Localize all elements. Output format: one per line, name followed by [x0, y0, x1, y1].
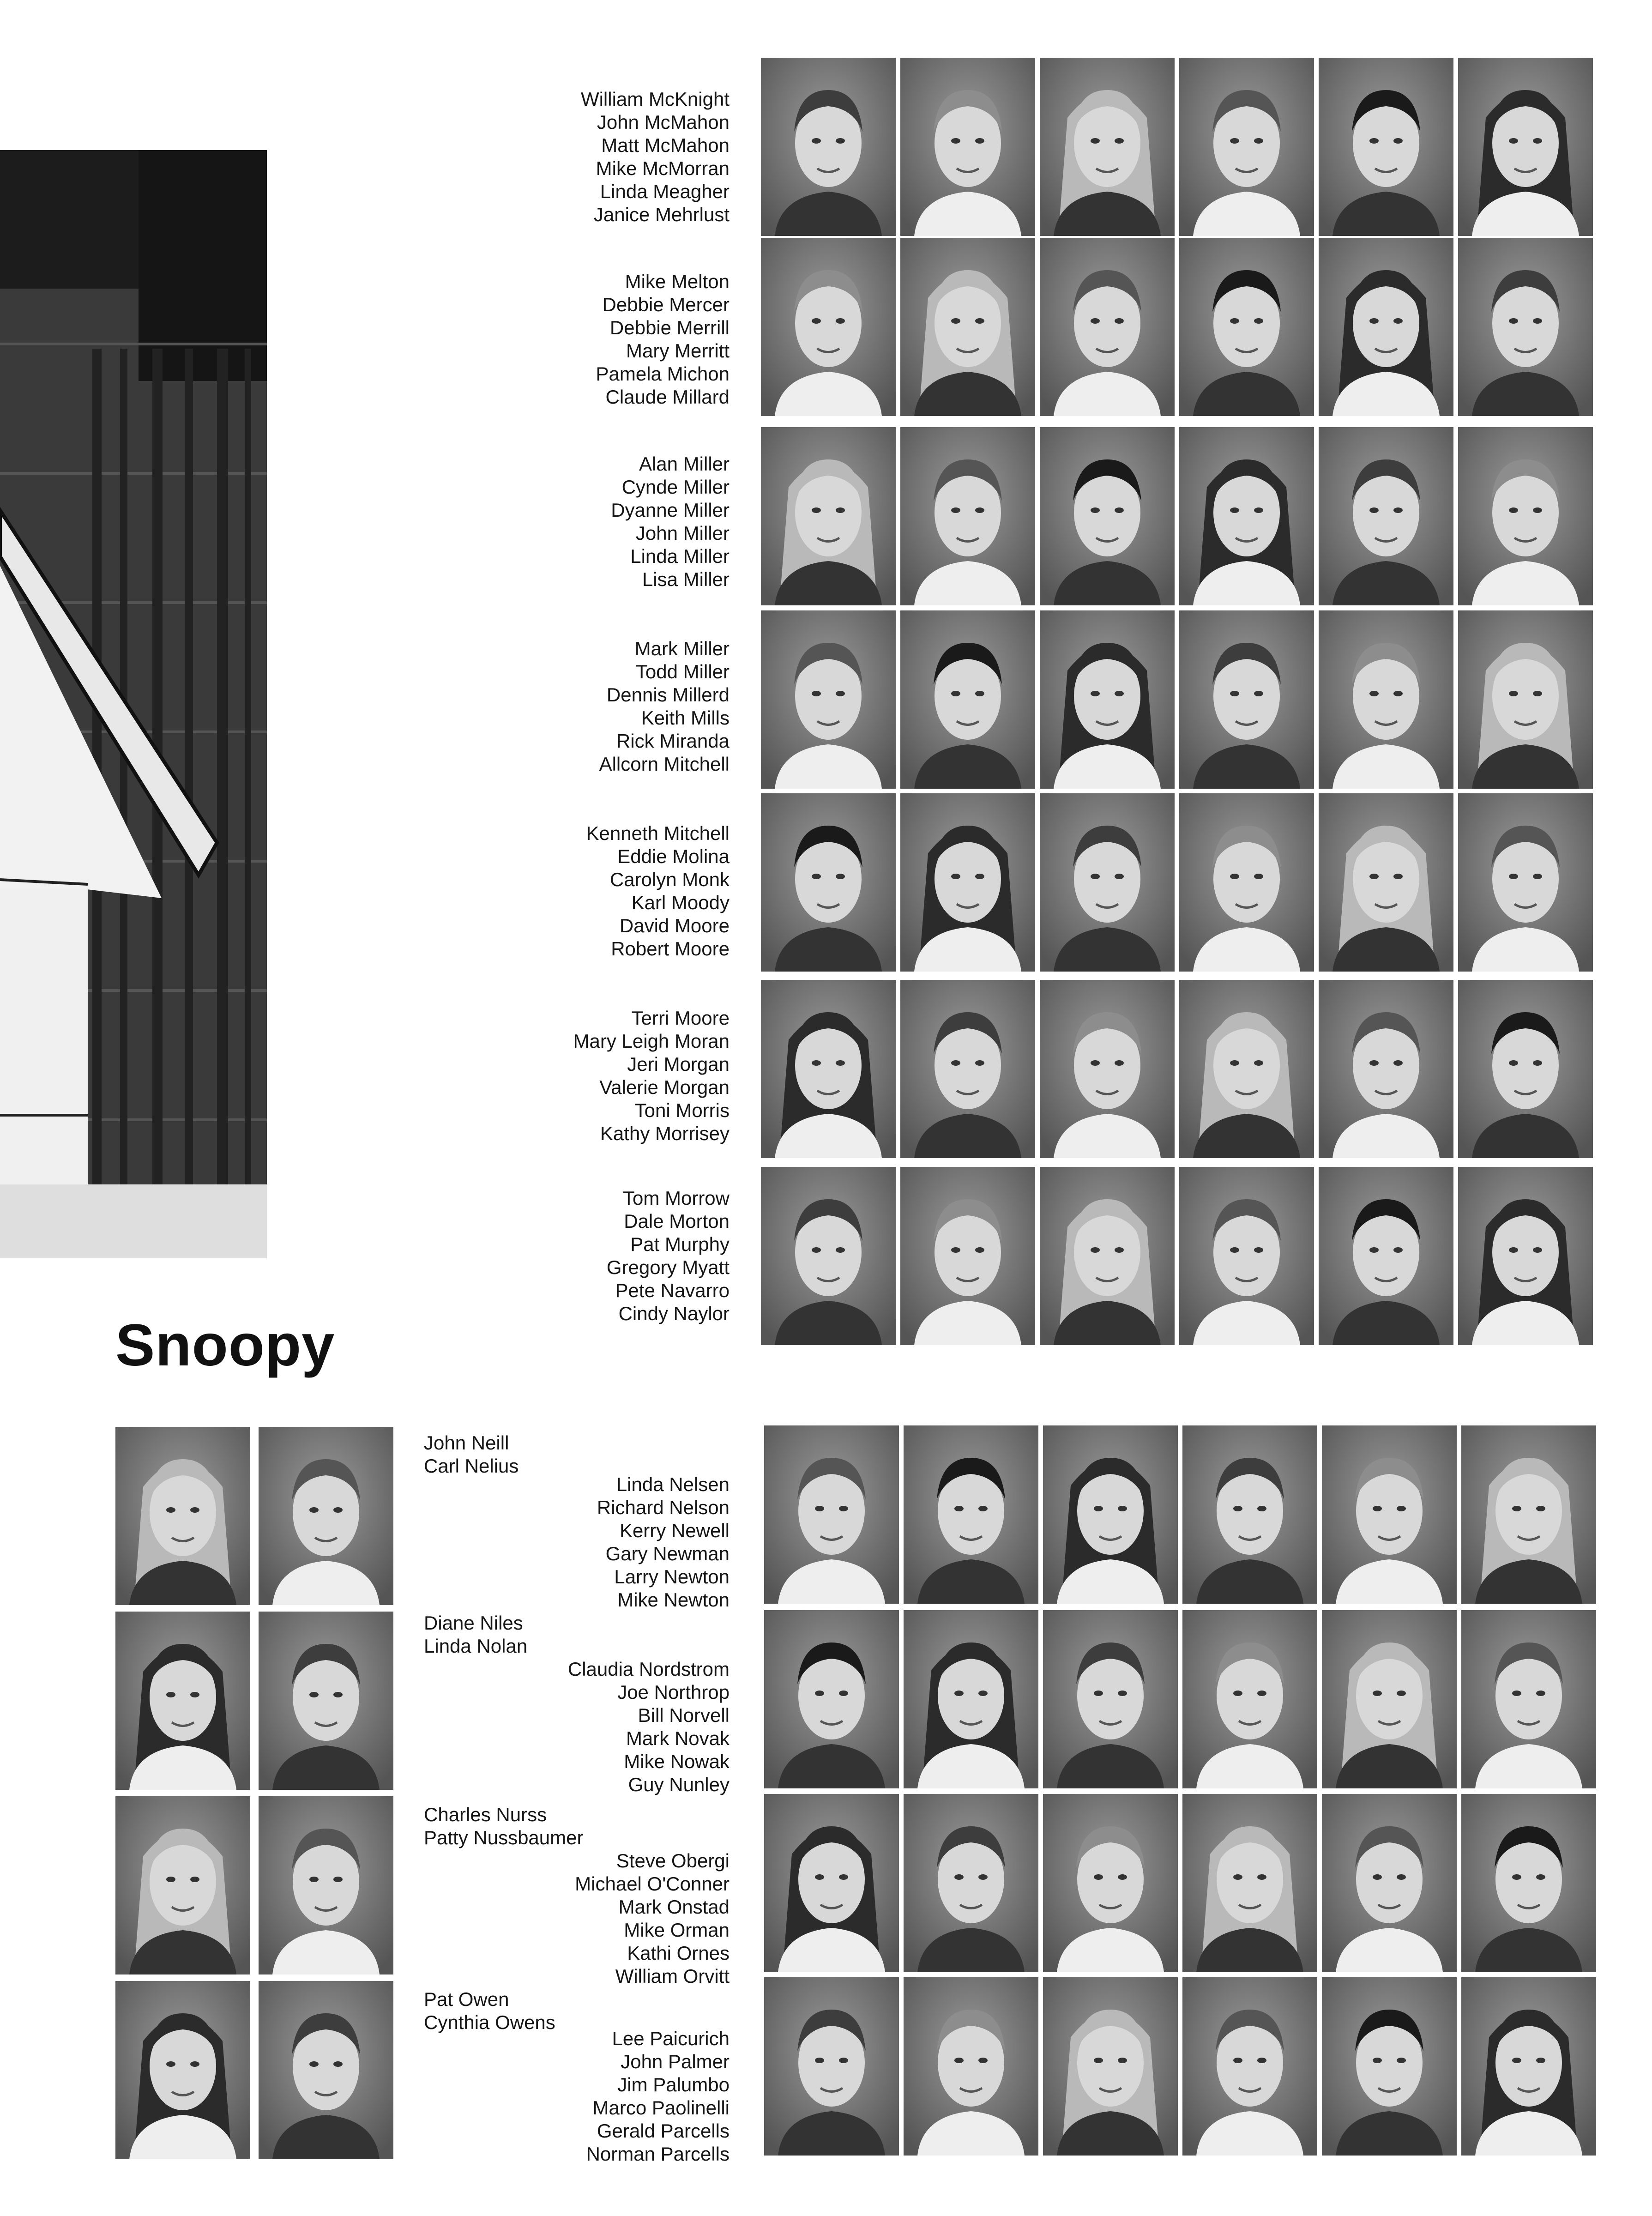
student-name: Cynthia Owens — [424, 2011, 555, 2033]
student-portrait — [900, 793, 1035, 972]
names-group-5 — [508, 822, 730, 960]
student-name: Steve Obergi — [616, 1850, 730, 1872]
student-portrait — [115, 1427, 250, 1605]
student-name: Michael O'Conner — [575, 1873, 730, 1895]
student-portrait — [1458, 980, 1593, 1158]
student-portrait — [1182, 1977, 1317, 2156]
student-portrait — [1040, 980, 1175, 1158]
student-portrait — [259, 1981, 393, 2159]
student-portrait — [1182, 1794, 1317, 1972]
student-portrait — [1458, 427, 1593, 605]
student-portrait — [761, 980, 896, 1158]
student-portrait — [1179, 427, 1314, 605]
student-name: Keith Mills — [641, 707, 730, 729]
student-name: Guy Nunley — [628, 1774, 730, 1795]
student-portrait — [1458, 1167, 1593, 1345]
student-name: Claudia Nordstrom — [567, 1658, 730, 1680]
student-name: Mary Leigh Moran — [573, 1030, 730, 1052]
student-name: David Moore — [619, 915, 730, 936]
student-portrait — [1322, 1977, 1457, 2156]
student-portrait — [1043, 1610, 1178, 1788]
student-portrait — [115, 1612, 250, 1790]
student-portrait — [764, 1977, 899, 2156]
student-name: Robert Moore — [611, 938, 730, 960]
student-portrait — [1182, 1425, 1317, 1604]
student-portrait — [1458, 58, 1593, 236]
student-portrait — [900, 980, 1035, 1158]
student-name: Carolyn Monk — [609, 869, 730, 890]
student-name: John Palmer — [621, 2051, 730, 2072]
names-group-6 — [508, 1007, 730, 1145]
student-name: Claude Millard — [605, 386, 730, 408]
student-portrait — [761, 58, 896, 236]
student-name: Cindy Naylor — [618, 1303, 730, 1324]
names-group-10 — [508, 1849, 730, 1988]
doghouse-photo-graphic — [0, 150, 267, 1258]
student-name: Dennis Millerd — [606, 684, 730, 706]
student-portrait — [1319, 793, 1453, 972]
student-portrait — [900, 238, 1035, 416]
student-name: Jeri Morgan — [627, 1053, 730, 1075]
student-portrait — [761, 1167, 896, 1345]
student-name: Debbie Merrill — [609, 317, 730, 338]
names-group-7 — [508, 1187, 730, 1325]
student-name: Dyanne Miller — [611, 499, 730, 521]
student-portrait — [115, 1796, 250, 1974]
student-name: Pamela Michon — [596, 363, 730, 385]
student-portrait — [1182, 1610, 1317, 1788]
student-name: Matt McMahon — [601, 134, 730, 156]
student-portrait — [1043, 1977, 1178, 2156]
student-portrait — [259, 1427, 393, 1605]
student-portrait — [1179, 610, 1314, 789]
student-portrait — [1040, 238, 1175, 416]
student-name: Linda Nelsen — [616, 1473, 730, 1495]
student-portrait — [1319, 1167, 1453, 1345]
student-portrait — [900, 1167, 1035, 1345]
student-name: Dale Morton — [624, 1210, 730, 1232]
student-portrait — [1043, 1794, 1178, 1972]
student-portrait — [1461, 1977, 1596, 2156]
student-name: Kathi Ornes — [627, 1942, 730, 1964]
student-name: Karl Moody — [631, 892, 730, 913]
student-name: Toni Morris — [634, 1099, 730, 1121]
student-name: Terri Moore — [631, 1007, 730, 1029]
student-portrait — [900, 610, 1035, 789]
student-name: Lisa Miller — [642, 568, 730, 590]
student-portrait — [761, 238, 896, 416]
student-portrait — [1179, 58, 1314, 236]
student-name: Joe Northrop — [617, 1681, 730, 1703]
names-group-1 — [508, 88, 730, 226]
student-name: Larry Newton — [614, 1566, 730, 1588]
student-portrait — [1322, 1610, 1457, 1788]
student-portrait — [1179, 1167, 1314, 1345]
student-name: Linda Meagher — [600, 181, 730, 202]
student-name: Mike Nowak — [624, 1751, 730, 1772]
student-name: Kenneth Mitchell — [586, 822, 730, 844]
student-portrait — [259, 1796, 393, 1974]
student-name: Bill Norvell — [638, 1704, 730, 1726]
student-name: Tom Morrow — [622, 1187, 730, 1209]
student-name: Todd Miller — [635, 661, 730, 682]
student-portrait — [1458, 793, 1593, 972]
student-name: Gary Newman — [605, 1543, 730, 1564]
student-name: Norman Parcells — [586, 2143, 730, 2165]
student-name: Pete Navarro — [615, 1280, 730, 1301]
student-name: Linda Nolan — [424, 1635, 528, 1657]
student-portrait — [900, 427, 1035, 605]
student-name: Mark Miller — [634, 638, 730, 659]
student-name: Richard Nelson — [597, 1497, 730, 1518]
page-heading: Snoopy — [115, 1312, 335, 1378]
library-doghouse-photo — [0, 150, 267, 1258]
student-portrait — [1461, 1794, 1596, 1972]
student-name: Rick Miranda — [616, 730, 730, 752]
student-portrait — [904, 1610, 1038, 1788]
names-group-4 — [508, 637, 730, 776]
student-name: Pat Murphy — [630, 1233, 730, 1255]
student-portrait — [904, 1977, 1038, 2156]
student-name: Charles Nurss — [424, 1804, 547, 1825]
student-name: Debbie Mercer — [602, 294, 730, 315]
student-portrait — [1319, 238, 1453, 416]
names-group-8 — [508, 1473, 730, 1612]
student-portrait — [1319, 610, 1453, 789]
student-portrait — [761, 610, 896, 789]
student-portrait — [764, 1610, 899, 1788]
student-portrait — [1461, 1425, 1596, 1604]
student-portrait — [1040, 58, 1175, 236]
student-portrait — [761, 793, 896, 972]
student-name: Mike McMorran — [596, 157, 730, 179]
student-portrait — [900, 58, 1035, 236]
student-name: Gerald Parcells — [597, 2120, 730, 2142]
names-pair-3 — [424, 1803, 645, 1849]
student-name: William Orvitt — [615, 1965, 730, 1987]
student-portrait — [1322, 1425, 1457, 1604]
student-portrait — [1043, 1425, 1178, 1604]
student-portrait — [904, 1794, 1038, 1972]
student-name: William McKnight — [580, 88, 730, 110]
student-name: Allcorn Mitchell — [599, 753, 730, 775]
student-name: Mike Newton — [617, 1589, 730, 1611]
student-name: Cynde Miller — [621, 476, 730, 498]
student-name: Kathy Morrisey — [600, 1123, 730, 1144]
student-name: Mark Novak — [626, 1727, 730, 1749]
names-pair-1 — [424, 1431, 645, 1478]
student-name: Diane Niles — [424, 1612, 523, 1634]
student-portrait — [761, 427, 896, 605]
student-portrait — [904, 1425, 1038, 1604]
student-portrait — [1040, 793, 1175, 972]
student-portrait — [115, 1981, 250, 2159]
student-portrait — [1040, 427, 1175, 605]
student-portrait — [1179, 238, 1314, 416]
student-portrait — [1319, 427, 1453, 605]
names-pair-2 — [424, 1612, 645, 1658]
student-portrait — [259, 1612, 393, 1790]
student-name: Janice Mehrlust — [593, 204, 730, 225]
student-name: Mike Orman — [624, 1919, 730, 1941]
student-name: Alan Miller — [639, 453, 730, 475]
student-name: Eddie Molina — [617, 845, 730, 867]
student-portrait — [1458, 610, 1593, 789]
student-name: Linda Miller — [630, 545, 730, 567]
student-portrait — [1319, 58, 1453, 236]
names-group-3 — [508, 453, 730, 591]
student-name: Mike Melton — [625, 271, 730, 292]
student-name: Gregory Myatt — [606, 1256, 730, 1278]
student-name: John McMahon — [597, 111, 730, 133]
student-portrait — [1179, 793, 1314, 972]
student-portrait — [1461, 1610, 1596, 1788]
student-name: Kerry Newell — [619, 1520, 730, 1541]
student-name: Lee Paicurich — [612, 2028, 730, 2049]
student-portrait — [1458, 238, 1593, 416]
student-name: Carl Nelius — [424, 1455, 519, 1477]
student-portrait — [1179, 980, 1314, 1158]
student-portrait — [764, 1425, 899, 1604]
student-name: John Miller — [635, 522, 730, 544]
student-name: Valerie Morgan — [599, 1076, 730, 1098]
student-name: Patty Nussbaumer — [424, 1827, 584, 1848]
names-group-2 — [508, 270, 730, 409]
student-portrait — [764, 1794, 899, 1972]
student-portrait — [1322, 1794, 1457, 1972]
student-name: Jim Palumbo — [617, 2074, 730, 2095]
student-name: Marco Paolinelli — [592, 2097, 730, 2119]
student-name: Mark Onstad — [618, 1896, 730, 1918]
student-portrait — [1319, 980, 1453, 1158]
student-name: John Neill — [424, 1432, 509, 1454]
student-name: Mary Merritt — [626, 340, 730, 362]
student-portrait — [1040, 1167, 1175, 1345]
student-portrait — [1040, 610, 1175, 789]
student-name: Pat Owen — [424, 1988, 509, 2010]
names-group-11 — [508, 2027, 730, 2166]
names-group-9 — [508, 1658, 730, 1796]
